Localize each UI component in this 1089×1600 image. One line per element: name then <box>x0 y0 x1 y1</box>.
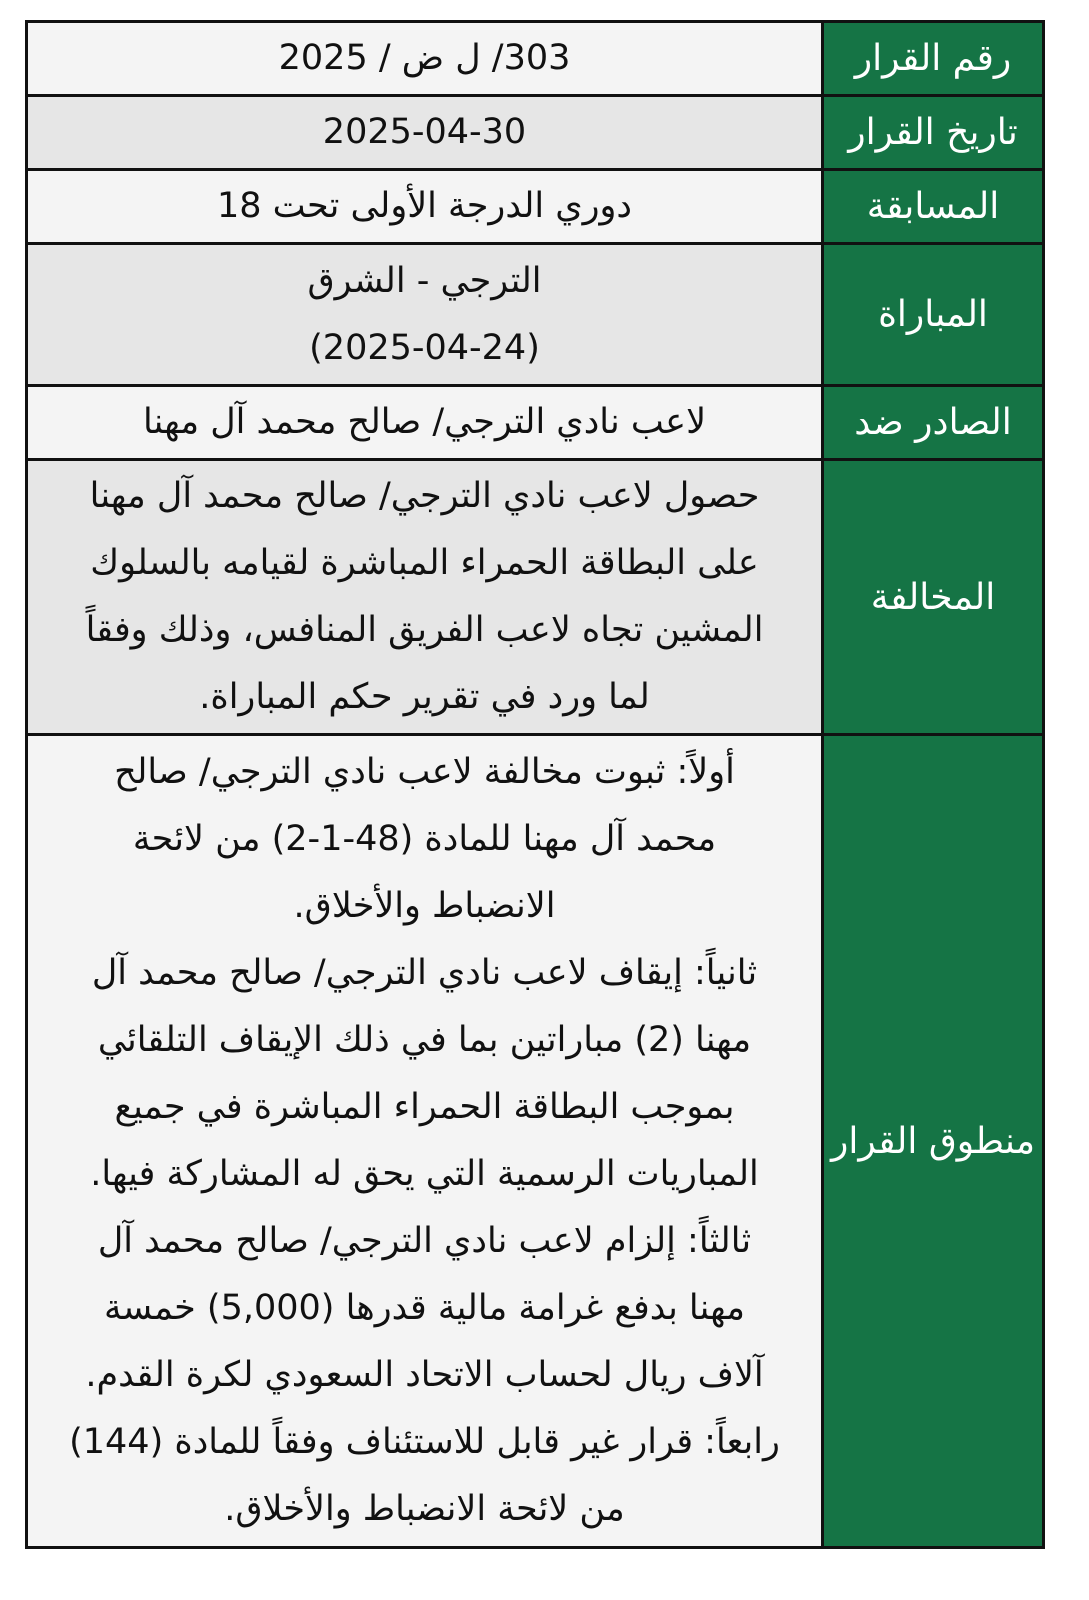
row-decision-date <box>28 97 1042 171</box>
ruling-line: المباريات الرسمية التي يحق له المشاركة فيها. <box>90 1154 759 1194</box>
violation-line: حصول لاعب نادي الترجي/ صالح محمد آل مهنا <box>89 476 760 516</box>
ruling-line: رابعاً: قرار غير قابل للاستئناف وفقاً للمادة (144) <box>69 1422 780 1462</box>
row-decision-number <box>28 23 1042 97</box>
ruling-line: ثالثاً: إلزام لاعب نادي الترجي/ صالح محمد آل <box>97 1221 752 1261</box>
value-issued-against <box>28 387 821 458</box>
decision-date-text: 2025-04-30 <box>322 112 527 152</box>
ruling-line: بموجب البطاقة الحمراء المباشرة في جميع <box>114 1087 735 1127</box>
ruling-lines <box>69 739 780 1543</box>
ruling-line: الانضباط والأخلاق. <box>293 886 556 926</box>
match-teams: الترجي - الشرق <box>307 260 542 301</box>
label-decision-date: تاريخ القرار <box>821 97 1042 168</box>
decision-table <box>25 20 1045 1549</box>
violation-lines <box>86 463 764 731</box>
ruling-line: ثانياً: إيقاف لاعب نادي الترجي/ صالح محمد آل <box>91 953 758 993</box>
ruling-line: أولاً: ثبوت مخالفة لاعب نادي الترجي/ صالح <box>114 752 735 792</box>
label-issued-against: الصادر ضد <box>821 387 1042 458</box>
match-lines <box>307 248 541 382</box>
violation-line: لما ورد في تقرير حكم المباراة. <box>199 677 650 717</box>
row-ruling <box>28 736 1042 1546</box>
value-violation <box>28 461 821 733</box>
match-date: (2025-04-24) <box>309 327 540 368</box>
competition-text: دوري الدرجة الأولى تحت 18 <box>216 186 633 226</box>
violation-line: المشين تجاه لاعب الفريق المنافس، وذلك وفقاً <box>85 610 764 650</box>
ruling-line: آلاف ريال لحساب الاتحاد السعودي لكرة القدم. <box>85 1355 764 1395</box>
issued-against-text: لاعب نادي الترجي/ صالح محمد آل مهنا <box>142 402 707 442</box>
violation-line: على البطاقة الحمراء المباشرة لقيامه بالسلوك <box>90 543 759 583</box>
ruling-line: مهنا بدفع غرامة مالية قدرها (5,000) خمسة <box>103 1288 746 1328</box>
label-decision-number: رقم القرار <box>821 23 1042 94</box>
value-match <box>28 245 821 384</box>
value-competition <box>28 171 821 242</box>
row-violation <box>28 461 1042 736</box>
label-match: المباراة <box>821 245 1042 384</box>
label-competition: المسابقة <box>821 171 1042 242</box>
label-ruling: منطوق القرار <box>821 736 1042 1546</box>
value-decision-number <box>28 23 821 94</box>
row-competition <box>28 171 1042 245</box>
label-violation: المخالفة <box>821 461 1042 733</box>
row-issued-against <box>28 387 1042 461</box>
ruling-line: محمد آل مهنا للمادة (48-1-2) من لائحة <box>132 819 717 859</box>
ruling-line: من لائحة الانضباط والأخلاق. <box>224 1489 625 1529</box>
decision-number-text: 303/ ل ض / 2025 <box>278 38 571 78</box>
row-match <box>28 245 1042 387</box>
ruling-line: مهنا (2) مباراتين بما في ذلك الإيقاف التلقائي <box>97 1020 752 1060</box>
value-decision-date <box>28 97 821 168</box>
value-ruling <box>28 736 821 1546</box>
